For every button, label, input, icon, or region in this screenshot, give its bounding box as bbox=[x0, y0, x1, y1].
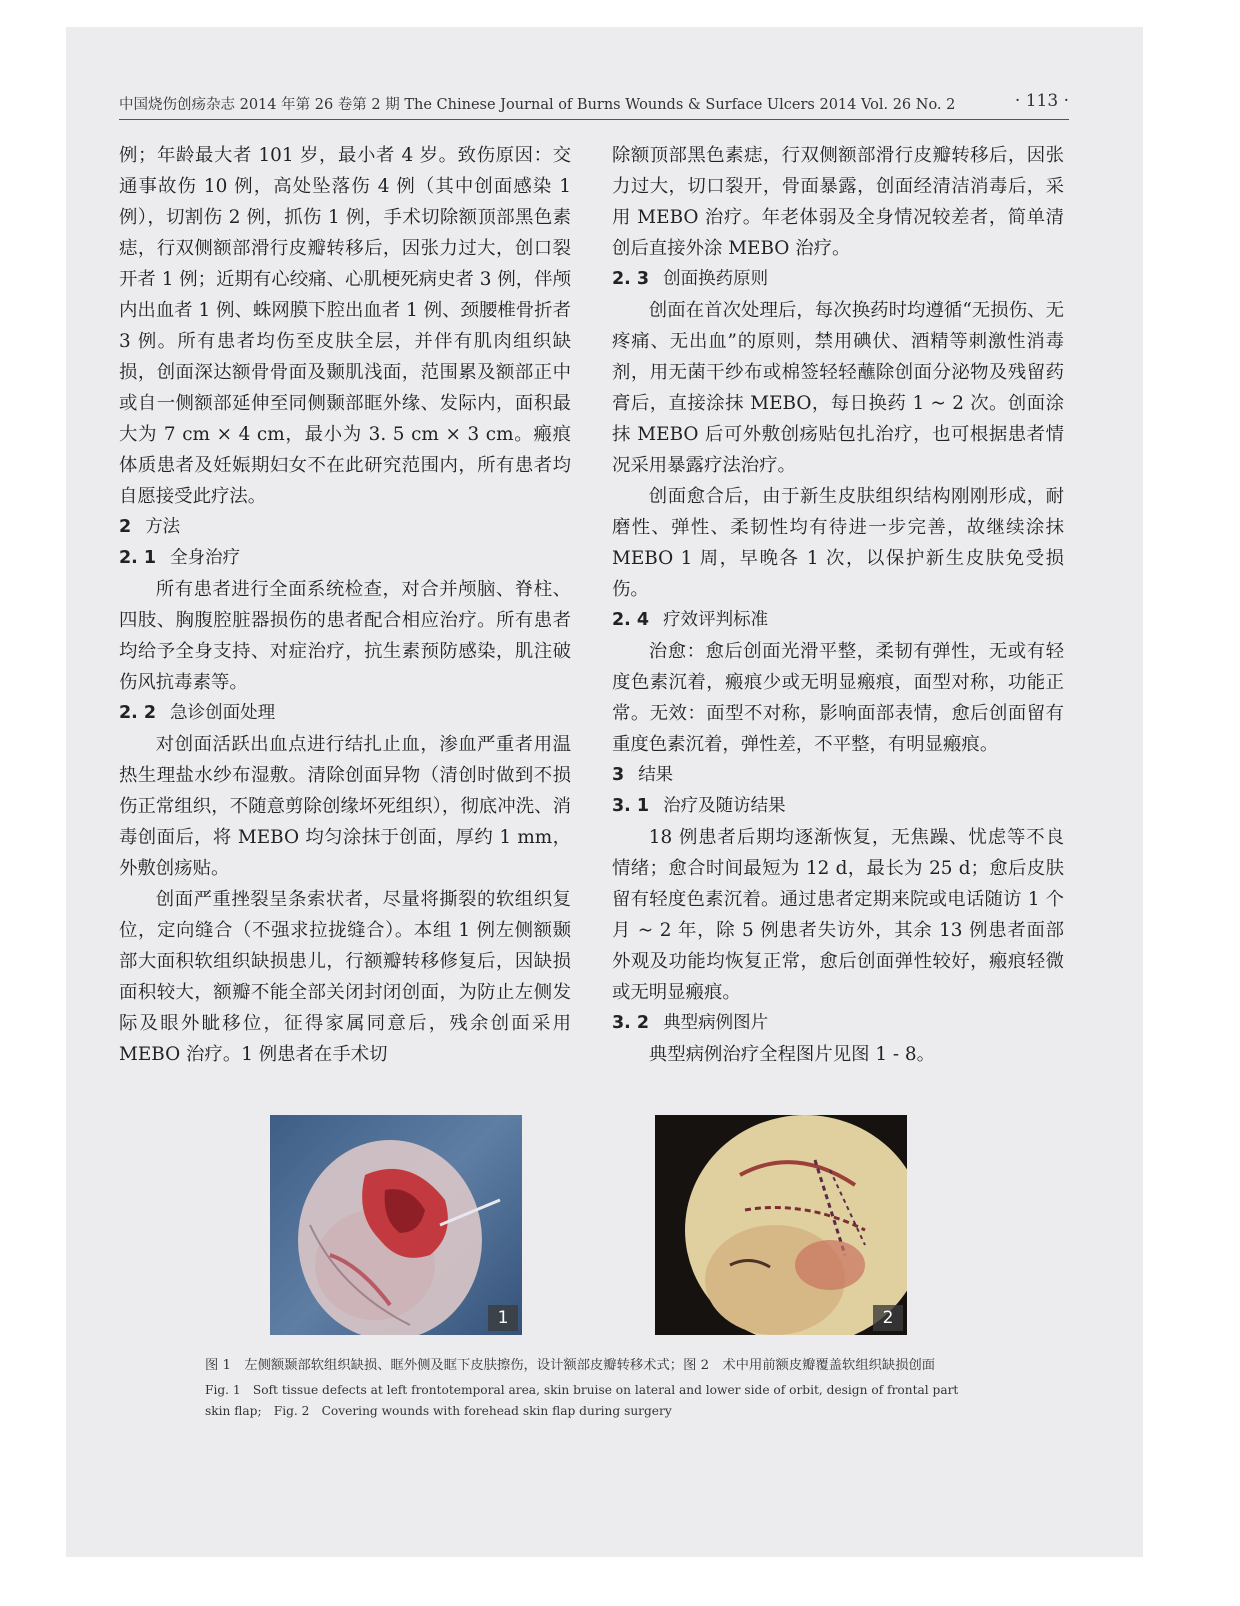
paragraph: 18 例患者后期均逐渐恢复，无焦躁、忧虑等不良情绪；愈合时间最短为 12 d，最长为 25 d；愈后皮肤留有轻度色素沉着。通过患者定期来院或电话随访 1 个月 ~ 2 年，除 5 例患者失访外，其余 13 例患者面部外观及功能均恢复正常，愈后创面弹性较好，瘢痕轻微或无明显瘢痕。 bbox=[612, 827, 1064, 1003]
subsection-heading: 3. 2 典型病例图片 bbox=[612, 1013, 769, 1033]
right-column bbox=[612, 140, 1064, 1070]
clinical-photo-2 bbox=[655, 1115, 907, 1335]
figure-caption bbox=[205, 1355, 985, 1422]
subsection-heading: 2. 1 全身治疗 bbox=[119, 548, 241, 568]
figure-2-label: 2 bbox=[873, 1305, 903, 1331]
subsection-heading: 2. 3 创面换药原则 bbox=[612, 269, 769, 289]
paragraph: 除额顶部黑色素痣，行双侧额部滑行皮瓣转移后，因张力过大，切口裂开，骨面暴露，创面经清洁消毒后，采用 MEBO 治疗。年老体弱及全身情况较差者，简单清创后直接外涂 MEBO 治疗。 bbox=[612, 145, 1064, 259]
caption-english: Fig. 1 Soft tissue defects at left frontotemporal area, skin bruise on lateral and lower side of orbit, design of frontal part skin flap; Fig. 2 Covering wounds with forehead skin flap during surgery bbox=[205, 1383, 959, 1418]
subsection-heading: 2. 2 急诊创面处理 bbox=[119, 703, 276, 723]
paragraph: 对创面活跃出血点进行结扎止血，渗血严重者用温热生理盐水纱布湿敷。清除创面异物（清创时做到不损伤正常组织，不随意剪除创缘坏死组织），彻底冲洗、消毒创面后，将 MEBO 均匀涂抹于创面，厚约 1 mm，外敷创疡贴。 bbox=[119, 734, 571, 879]
caption-chinese: 图 1 左侧额颞部软组织缺损、眶外侧及眶下皮肤擦伤，设计额部皮瓣转移术式；图 2 术中用前额皮瓣覆盖软组织缺损创面 bbox=[205, 1358, 936, 1373]
paragraph: 典型病例治疗全程图片见图 1 - 8。 bbox=[648, 1044, 936, 1065]
paragraph: 所有患者进行全面系统检查，对合并颅脑、脊柱、四肢、胸腹腔脏器损伤的患者配合相应治疗。所有患者均给予全身支持、对症治疗，抗生素预防感染，肌注破伤风抗毒素等。 bbox=[119, 579, 571, 693]
subsection-heading: 3. 1 治疗及随访结果 bbox=[612, 796, 786, 816]
paragraph: 创面严重挫裂呈条索状者，尽量将撕裂的软组织复位，定向缝合（不强求拉拢缝合）。本组 1 例左侧额颞部大面积软组织缺损患儿，行额瓣转移修复后，因缺损面积较大，额瓣不能全部关闭封闭创面，为防止左侧发际及眼外眦移位，征得家属同意后，残余创面采用 MEBO 治疗。1 例患者在手术切 bbox=[119, 889, 571, 1065]
running-header bbox=[119, 91, 1069, 117]
paragraph: 创面在首次处理后，每次换药时均遵循“无损伤、无疼痛、无出血”的原则，禁用碘伏、酒精等刺激性消毒剂，用无菌干纱布或棉签轻轻蘸除创面分泌物及残留药膏后，直接涂抹 MEBO，每日换药 1 ~ 2 次。创面涂抹 MEBO 后可外敷创疡贴包扎治疗，也可根据患者情况采用暴露疗法治疗。 bbox=[612, 300, 1064, 476]
page-number: · 113 · bbox=[1014, 91, 1069, 111]
paragraph: 例；年龄最大者 101 岁，最小者 4 岁。致伤原因：交通事故伤 10 例，高处坠落伤 4 例（其中创面感染 1 例），切割伤 2 例，抓伤 1 例，手术切除额顶部黑色素痣，行双侧额部滑行皮瓣转移后，因张力过大，创口裂开者 1 例；近期有心绞痛、心肌梗死病史者 3 例，伴颅内出血者 1 例、蛛网膜下腔出血者 1 例、颈腰椎骨折者 3 例。所有患者均伤至皮肤全层，并伴有肌肉组织缺损，创面深达额骨骨面及颞肌浅面，范围累及额部正中或自一侧额部延伸至同侧颞部眶外缘、发际内，面积最大为 7 cm × 4 cm，最小为 3. 5 cm × 3 cm。瘢痕体质患者及妊娠期妇女不在此研究范围内，所有患者均自愿接受此疗法。 bbox=[119, 145, 571, 507]
figure-1-photo bbox=[270, 1115, 522, 1335]
paragraph: 治愈：愈后创面光滑平整，柔韧有弹性，无或有轻度色素沉着，瘢痕少或无明显瘢痕，面型对称，功能正常。无效：面型不对称，影响面部表情，愈后创面留有重度色素沉着，弹性差，不平整，有明显瘢痕。 bbox=[612, 641, 1064, 755]
header-rule bbox=[119, 119, 1069, 120]
left-column bbox=[119, 140, 571, 1070]
subsection-heading: 2. 4 疗效评判标准 bbox=[612, 610, 769, 630]
section-heading: 2 方法 bbox=[119, 517, 181, 537]
journal-info: 中国烧伤创疡杂志 2014 年第 26 卷第 2 期 The Chinese Journal of Burns Wounds & Surface Ulcers 2014 Vol. 26 No. 2 bbox=[119, 97, 956, 113]
figure-1-label: 1 bbox=[488, 1305, 518, 1331]
figure-2-photo bbox=[655, 1115, 907, 1335]
clinical-photo-1 bbox=[270, 1115, 522, 1335]
paragraph: 创面愈合后，由于新生皮肤组织结构刚刚形成，耐磨性、弹性、柔韧性均有待进一步完善，故继续涂抹 MEBO 1 周，早晚各 1 次，以保护新生皮肤免受损伤。 bbox=[612, 486, 1064, 600]
section-heading: 3 结果 bbox=[612, 765, 674, 785]
